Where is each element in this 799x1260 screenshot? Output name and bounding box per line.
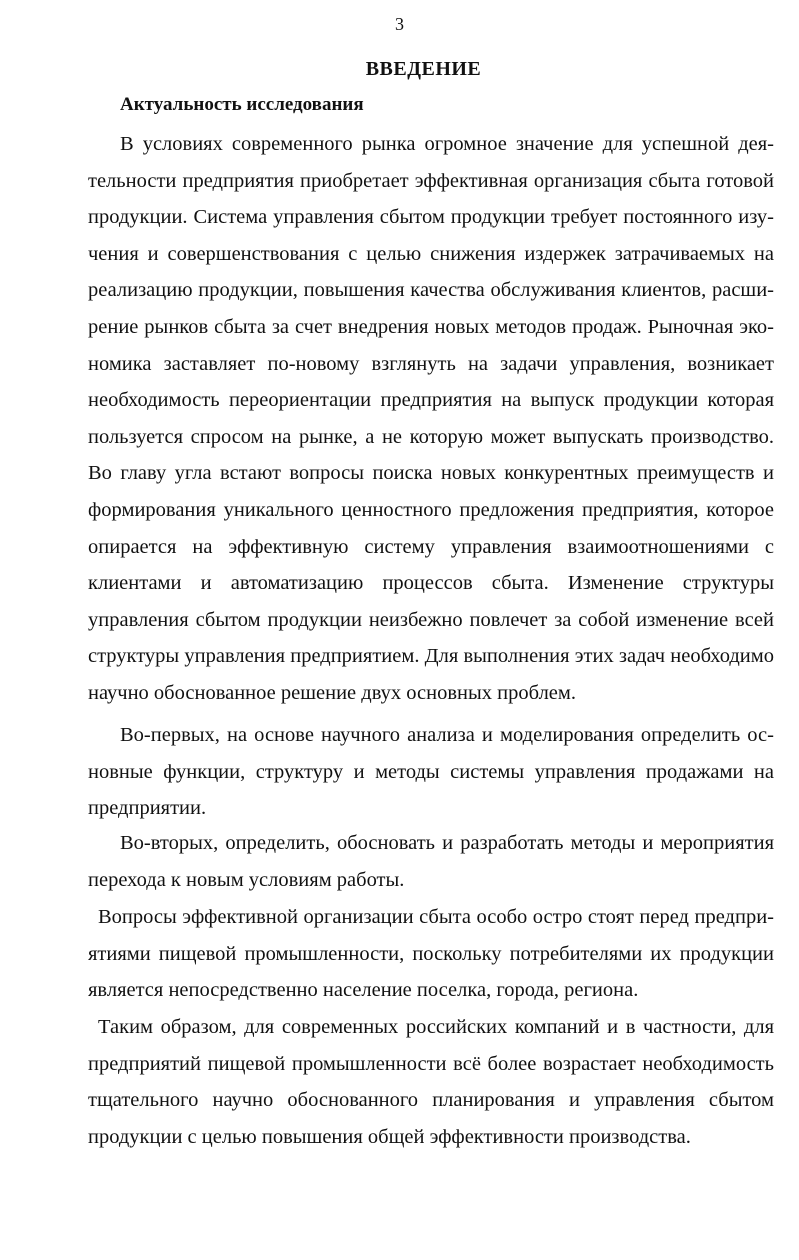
page-number: 3 [395, 14, 404, 34]
paragraph-first-problem: Во-первых, на основе научного анализа и моделирования определить основные функции, структуру и методы системы управления продажами на предприятии. [88, 724, 774, 820]
page-title: ВВЕДЕНИЕ [365, 58, 482, 80]
section-heading: Актуальность исследования [120, 94, 364, 115]
paragraph-food-industry: Вопросы эффективной организации сбыта особо остро стоят перед предприятиями пищевой промышленности, поскольку потребителями их продукции является непосредственно население поселка, города, региона. [88, 906, 774, 1002]
paragraph-relevance: В условиях современного рынка огромное значение для успешной деятельности предприятия приобретает эффективная организация сбыта готовой продукции. Система управления сбытом продукции требует постоянного изучения и совершенствования с целью снижения издержек затрачиваемых на реализацию продукции, повышения качества обслуживания клиентов, расширение рынков сбыта за счет внедрения новых методов продаж. Рыночная экономика заставляет по-новому взглянуть на задачи управления, возникает необходимость переориентации предприятия на выпуск продукции которая пользуется спросом на рынке, а не которую может выпускать производство. Во главу угла встают вопросы поиска новых конкурентных преимуществ и формирования уникального ценностного предложения предприятия, которое опирается на эффективную систему управления взаимоотношениями с клиентами и автоматизацию процессов сбыта. Изменение структуры управления сбытом продукции неизбежно повлечет за собой изменение всей структуры управления предприятием. Для выполнения этих задач необходимо научно обоснованное решение двух основных проблем. [88, 133, 774, 704]
paragraph-conclusion: Таким образом, для современных российских компаний и в частности, для предприятий пищевой промышленности всё более возрастает необходимость тщательного научно обоснованного планирования и управления сбытом продукции с целью повышения общей эффективности производства. [88, 1016, 774, 1148]
paragraph-second-problem: Во-вторых, определить, обосновать и разработать методы и мероприятия перехода к новым условиям работы. [88, 832, 774, 891]
